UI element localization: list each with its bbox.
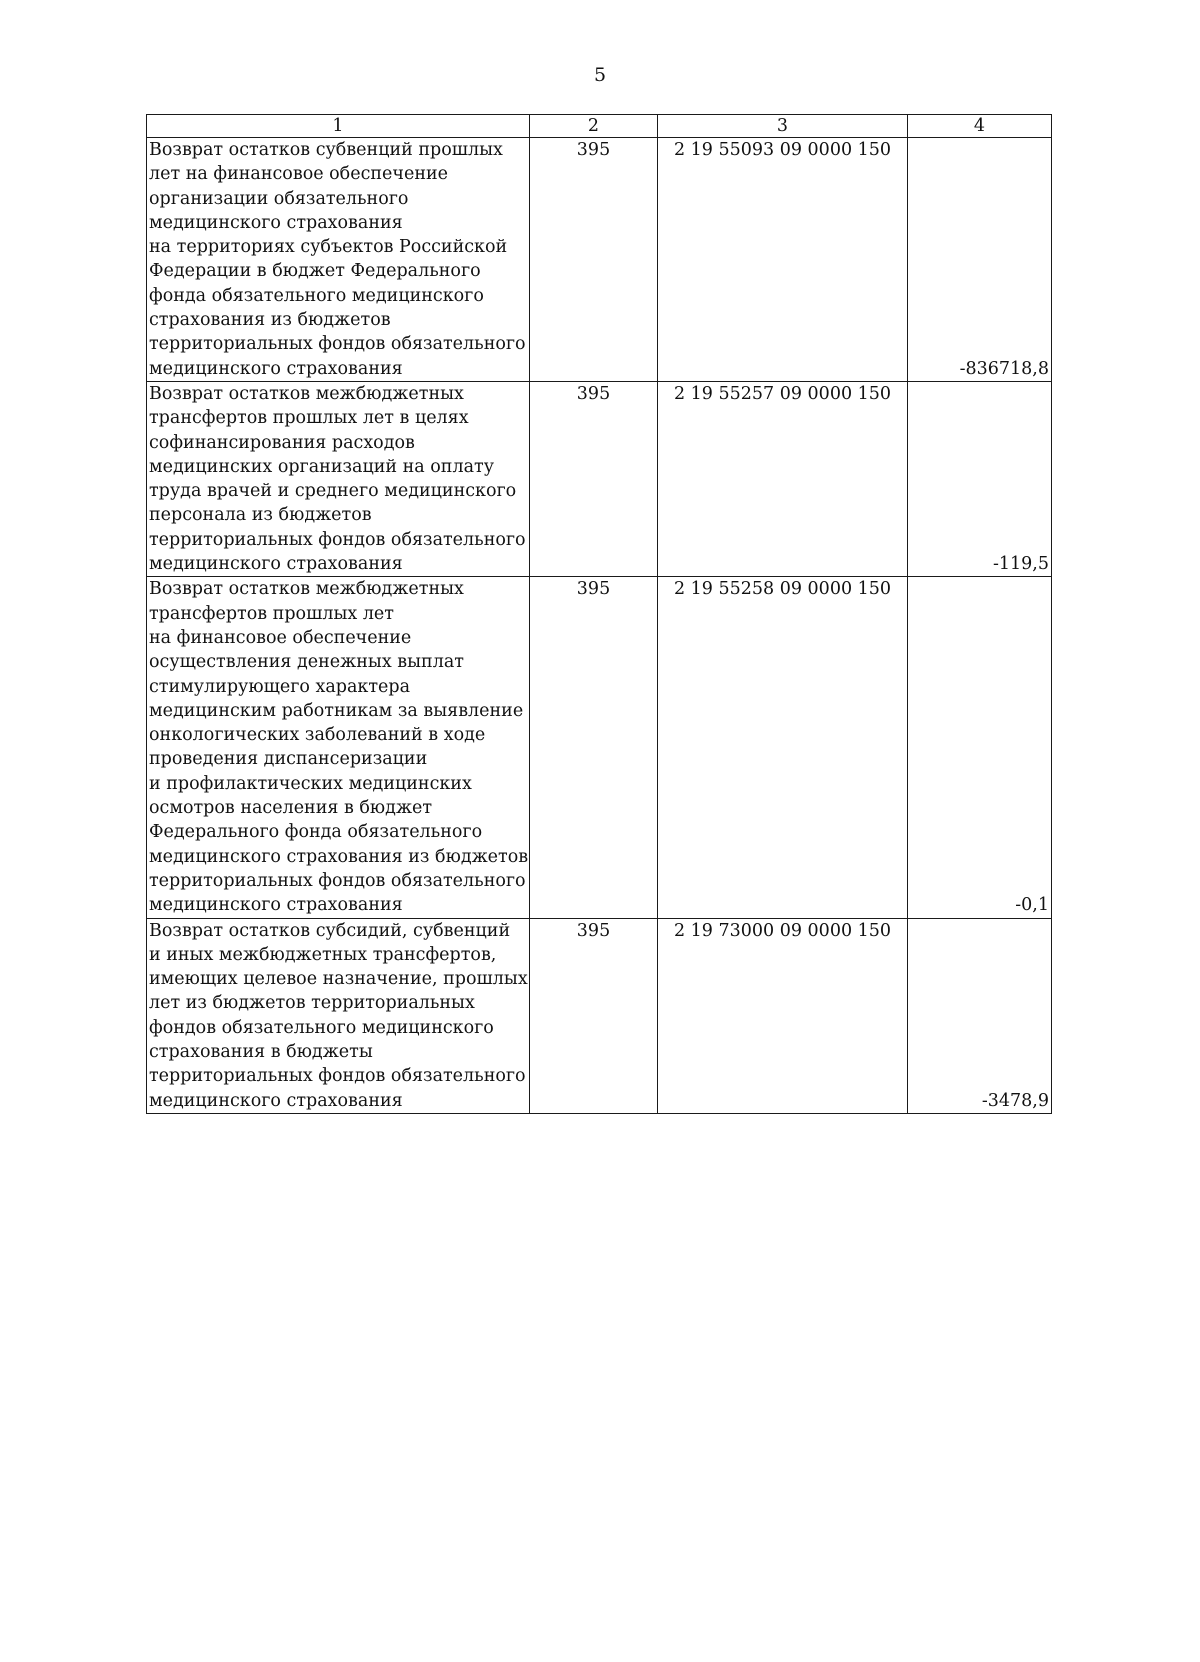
description-line: Федерации в бюджет Федерального [149,261,481,282]
description-line: фондов обязательного медицинского [149,1017,494,1038]
description-line: медицинских организаций на оплату [149,456,495,477]
description-line: осмотров населения в бюджет [149,798,433,819]
column-header-3: 3 [658,115,908,138]
description-line: Возврат остатков субвенций прошлых [149,140,503,160]
admin-code-cell: 395 [530,381,658,576]
table-row [147,577,1052,918]
description-line: софинансирования расходов [149,432,415,453]
description-line: Федерального фонда обязательного [149,822,483,843]
description-line: и профилактических медицинских [149,773,472,794]
description-line: фонда обязательного медицинского [149,285,484,306]
kbk-code-cell: 2 19 55257 09 0000 150 [658,381,908,576]
description-line: лет на финансовое обеспечение [149,164,449,185]
admin-code-cell: 395 [530,138,658,382]
page-number: 5 [593,64,607,86]
amount-value: -0,1 [1015,895,1049,916]
description-line: территориальных фондов обязательного [149,529,526,550]
description-line: имеющих целевое назначение, прошлых [149,969,528,990]
description-line: медицинского страхования [149,1090,403,1111]
amount-cell [908,577,1052,918]
header-row [147,115,1052,138]
description-line: территориальных фондов обязательного [149,870,526,891]
description-line: медицинского страхования [149,554,403,575]
description-cell [147,918,530,1113]
kbk-code-cell: 2 19 55258 09 0000 150 [658,577,908,918]
admin-code-cell: 395 [530,577,658,918]
table-row [147,138,1052,382]
amount-cell [908,138,1052,382]
description-line: осуществления денежных выплат [149,652,464,673]
budget-table [146,114,1052,1114]
description-line: страхования из бюджетов [149,310,391,331]
amount-value: -836718,8 [959,358,1049,379]
description-line: медицинского страхования [149,212,403,233]
description-line: организации обязательного [149,188,409,209]
description-line: стимулирующего характера [149,676,411,697]
description-cell [147,577,530,918]
amount-value: -119,5 [992,554,1049,575]
description-line: проведения диспансеризации [149,749,428,770]
description-line: территориальных фондов обязательного [149,1066,526,1087]
description-line: онкологических заболеваний в ходе [149,725,486,746]
description-line: на финансовое обеспечение [149,627,412,648]
description-line: на территориях субъектов Российской [149,237,508,258]
description-line: медицинского страхования [149,895,403,916]
description-line: Возврат остатков межбюджетных [149,579,464,600]
description-line: медицинского страхования из бюджетов [149,846,529,867]
column-header-4: 4 [908,115,1052,138]
table-row [147,918,1052,1113]
description-cell [147,138,530,382]
description-line: страхования в бюджеты [149,1041,373,1062]
description-line: территориальных фондов обязательного [149,334,526,355]
description-line: медицинского страхования [149,358,403,379]
column-header-2: 2 [530,115,658,138]
description-line: трансфертов прошлых лет [149,603,394,624]
amount-cell [908,918,1052,1113]
description-cell [147,381,530,576]
table-row [147,381,1052,576]
column-header-1: 1 [147,115,530,138]
amount-value: -3478,9 [981,1090,1049,1111]
description-line: медицинским работникам за выявление [149,700,524,721]
description-line: лет из бюджетов территориальных [149,993,475,1014]
amount-cell [908,381,1052,576]
description-line: трансфертов прошлых лет в целях [149,408,469,429]
kbk-code-cell: 2 19 73000 09 0000 150 [658,918,908,1113]
description-line: труда врачей и среднего медицинского [149,481,517,502]
description-line: Возврат остатков субсидий, субвенций [149,920,511,941]
description-line: и иных межбюджетных трансфертов, [149,944,497,965]
description-line: персонала из бюджетов [149,505,372,526]
admin-code-cell: 395 [530,918,658,1113]
description-line: Возврат остатков межбюджетных [149,383,464,404]
kbk-code-cell: 2 19 55093 09 0000 150 [658,138,908,382]
